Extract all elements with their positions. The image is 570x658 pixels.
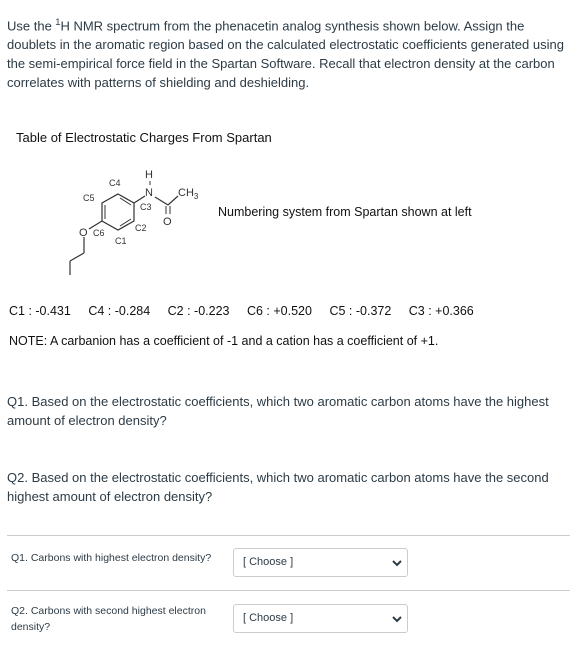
answer-1-value: [ Choose ] [243, 556, 294, 568]
atom-label-carbonyl-oxygen: O [163, 216, 172, 228]
table-title: Table of Electrostatic Charges From Spartan [16, 130, 272, 145]
question-1: Q1. Based on the electrostatic coefficients, which two aromatic carbon atoms have the highest amount of electron density? [7, 394, 549, 428]
atom-label-c1: C1 [115, 236, 127, 246]
question-2: Q2. Based on the electrostatic coefficients, which two aromatic carbon atoms have the second highest amount of electron density? [7, 470, 549, 504]
chevron-down-icon [391, 613, 403, 625]
methyl-label: $CH_3$ [178, 187, 199, 201]
atom-label-hydrogen: H [145, 169, 153, 181]
atom-label-c3: C3 [140, 202, 152, 212]
molecule-structure [56, 165, 199, 280]
divider [7, 590, 570, 591]
atom-label-c2: C2 [135, 223, 147, 233]
charge-c6: C6 : +0.520 [246, 304, 312, 318]
atom-label-ether-oxygen: O [79, 227, 88, 239]
charges-list [9, 304, 488, 318]
note-text: NOTE: A carbanion has a coefficient of -1 and a cation has a coefficient of +1. [9, 334, 439, 348]
atom-label-c4: C4 [109, 178, 121, 188]
chevron-down-icon [391, 557, 403, 569]
charge-c2: C2 : -0.223 [167, 304, 230, 318]
atom-label-c5: C5 [83, 193, 95, 203]
charge-c1: C1 : -0.431 [9, 304, 71, 318]
answer-1-select[interactable] [233, 548, 408, 577]
divider [7, 535, 570, 536]
atom-label-nitrogen: N [145, 187, 153, 199]
atom-label-c6: C6 [93, 228, 105, 238]
charge-c5: C5 : -0.372 [329, 304, 392, 318]
answer-2-label: Q2. Carbons with second highest electron density? [11, 605, 206, 633]
charge-c3: C3 : +0.366 [408, 304, 474, 318]
numbering-caption: Numbering system from Spartan shown at left [218, 205, 472, 219]
answer-2-select[interactable] [233, 604, 408, 633]
intro-paragraph: Use the $^1$H NMR spectrum from the phenacetin analog synthesis shown below. Assign the doublets in the aromatic region based on the calculated electrostatic coefficients generated using the semi-empirical force field in the Spartan Software. Recall that electron density at the carbon correlates with patterns of shielding and deshielding. [7, 17, 564, 91]
answer-1-label: Q1. Carbons with highest electron density? [11, 552, 212, 564]
charge-c4: C4 : -0.284 [88, 304, 151, 318]
answer-2-value: [ Choose ] [243, 612, 294, 624]
